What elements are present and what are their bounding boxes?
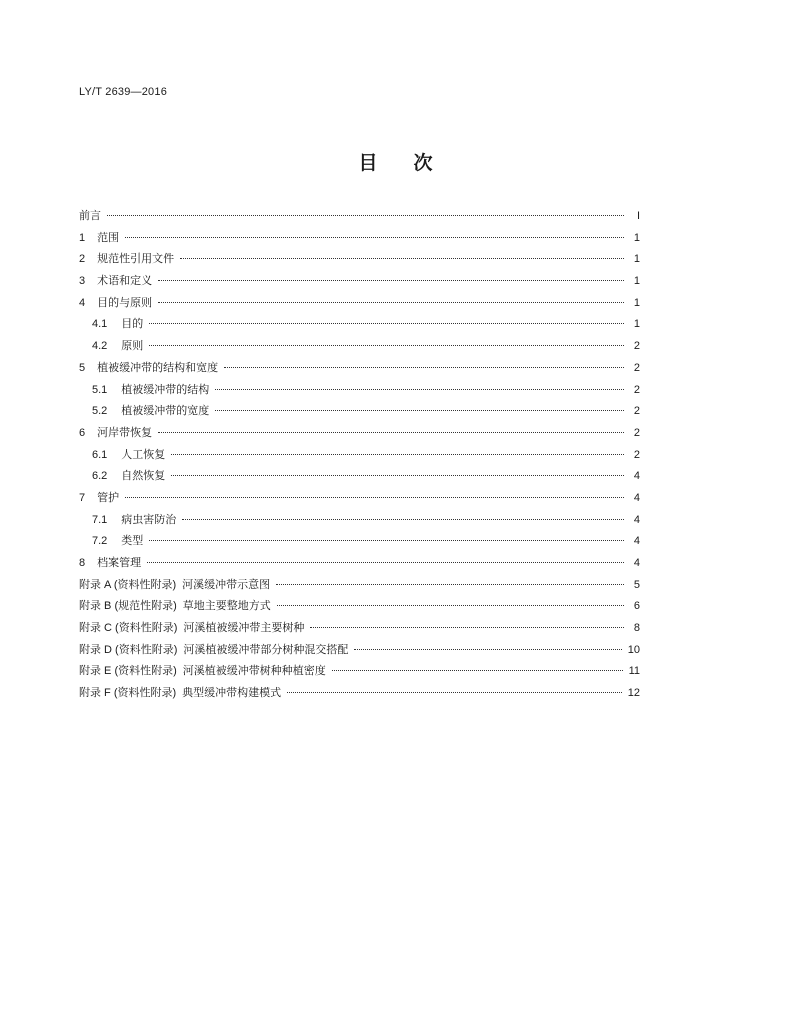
toc-entry[interactable]	[79, 357, 640, 379]
toc-entry-page-number: 12	[627, 687, 640, 700]
toc-entry-page-number: 4	[633, 491, 640, 504]
toc-entry-title: 目的	[121, 317, 144, 331]
toc-entry[interactable]	[79, 227, 640, 249]
toc-entry-page-number: 10	[627, 643, 640, 656]
toc-entry[interactable]	[79, 574, 640, 596]
toc-entry-title: 类型	[121, 534, 144, 548]
dot-leader	[171, 453, 624, 455]
toc-entry[interactable]	[79, 509, 640, 531]
toc-entry-title: 河岸带恢复	[97, 425, 153, 439]
dot-leader	[276, 583, 624, 585]
toc-entry[interactable]	[79, 682, 640, 704]
dot-leader	[224, 366, 624, 368]
toc-entry-number: 附录 B (规范性附录)	[79, 600, 177, 613]
toc-entry-title: 规范性引用文件	[97, 252, 175, 266]
toc-entry-number: 附录 C (资料性附录)	[79, 622, 178, 635]
toc-entry[interactable]	[79, 639, 640, 661]
toc-entry-page-number: 1	[633, 296, 640, 309]
toc-entry-number: 7	[79, 491, 86, 504]
dot-leader	[149, 539, 624, 541]
dot-leader	[332, 669, 623, 671]
toc-entry[interactable]	[79, 444, 640, 466]
toc-entry-number: 4.2	[92, 340, 108, 353]
toc-entry-title: 前言	[79, 209, 101, 222]
toc-entry-title: 范围	[97, 230, 120, 244]
toc-entry[interactable]	[79, 487, 640, 509]
toc-entry[interactable]	[79, 595, 640, 617]
toc-entry-number: 3	[79, 275, 86, 288]
toc-entry-number: 附录 F (资料性附录)	[79, 687, 177, 700]
toc-entry-number: 6.1	[92, 448, 108, 461]
toc-entry-number: 4	[79, 296, 86, 309]
dot-leader	[180, 257, 624, 259]
toc-entry-number: 6	[79, 426, 86, 439]
toc-entry-title: 草地主要整地方式	[182, 599, 271, 613]
toc-entry[interactable]	[79, 248, 640, 270]
toc-entry-title: 管护	[97, 490, 120, 504]
dot-leader	[215, 388, 624, 390]
toc-entry-page-number: 4	[633, 513, 640, 526]
toc-entry-page-number: 2	[633, 383, 640, 396]
dot-leader	[107, 214, 624, 216]
dot-leader	[182, 518, 624, 520]
toc-entry-page-number: 1	[633, 231, 640, 244]
toc-entry-number: 5.1	[92, 383, 108, 396]
toc-entry-title: 原则	[121, 339, 144, 353]
toc-entry-title: 自然恢复	[121, 469, 166, 483]
toc-entry-number: 5.2	[92, 405, 108, 418]
toc-entry-number: 6.2	[92, 470, 108, 483]
toc-entry-title: 目的与原则	[97, 295, 153, 309]
toc-entry[interactable]	[79, 422, 640, 444]
toc-entry-page-number: 5	[633, 578, 640, 591]
dot-leader	[354, 648, 621, 650]
toc-entry-title: 病虫害防治	[121, 512, 177, 526]
toc-entry-page-number: 2	[633, 405, 640, 418]
dot-leader	[147, 561, 624, 563]
toc-entry-title: 河溪植被缓冲带主要树种	[183, 621, 305, 635]
toc-entry-page-number: 2	[633, 448, 640, 461]
toc-entry-number: 4.1	[92, 318, 108, 331]
dot-leader	[171, 474, 624, 476]
toc-entry[interactable]	[79, 205, 640, 227]
toc-entry-title: 术语和定义	[97, 274, 153, 288]
toc-entry-page-number: 4	[633, 470, 640, 483]
dot-leader	[149, 344, 624, 346]
dot-leader	[125, 236, 624, 238]
toc-entry-title: 档案管理	[97, 556, 142, 569]
toc-entry-title: 河溪植被缓冲带部分树种混交搭配	[183, 642, 349, 656]
toc-entry[interactable]	[79, 465, 640, 487]
toc-entry-title: 河溪植被缓冲带树种种植密度	[182, 664, 326, 678]
dot-leader	[125, 496, 624, 498]
toc-entry-number: 8	[79, 557, 86, 569]
dot-leader	[158, 431, 624, 433]
toc-entry-page-number: 6	[633, 600, 640, 613]
toc-entry[interactable]	[79, 379, 640, 401]
toc-entry-title: 植被缓冲带的宽度	[121, 404, 210, 418]
toc-entry[interactable]	[79, 552, 640, 574]
toc-entry[interactable]	[79, 270, 640, 292]
toc-entry-title: 植被缓冲带的结构和宽度	[97, 360, 219, 374]
toc-entry-page-number: 2	[633, 361, 640, 374]
toc-entry[interactable]	[79, 313, 640, 335]
standard-code: LY/T 2639—2016	[79, 86, 168, 98]
toc-entry-number: 1	[79, 231, 86, 244]
toc-entry[interactable]	[79, 292, 640, 314]
page-title: 目次	[358, 152, 469, 174]
toc-entry-title: 人工恢复	[121, 447, 166, 461]
toc-entry-number: 7.2	[92, 535, 108, 548]
toc-entry-title: 河溪缓冲带示意图	[182, 577, 271, 591]
toc-entry-page-number: 8	[633, 622, 640, 635]
toc-entry-number: 5	[79, 361, 86, 374]
dot-leader	[149, 322, 624, 324]
toc-entry-page-number: 11	[628, 665, 640, 678]
toc-entry[interactable]	[79, 660, 640, 682]
table-of-contents	[79, 205, 640, 704]
toc-entry-number: 附录 D (资料性附录)	[79, 643, 178, 656]
toc-entry[interactable]	[79, 617, 640, 639]
toc-entry-page-number: 2	[633, 426, 640, 439]
toc-entry-number: 附录 A (资料性附录)	[79, 578, 177, 591]
dot-leader	[277, 604, 624, 606]
dot-leader	[158, 301, 624, 303]
toc-entry-title: 植被缓冲带的结构	[121, 382, 210, 396]
toc-entry[interactable]	[79, 400, 640, 422]
toc-entry-page-number: I	[636, 210, 640, 222]
toc-entry[interactable]	[79, 335, 640, 357]
toc-entry-page-number: 4	[633, 557, 640, 569]
dot-leader	[158, 279, 624, 281]
dot-leader	[215, 409, 624, 411]
toc-entry[interactable]	[79, 530, 640, 552]
toc-entry-page-number: 1	[633, 318, 640, 331]
toc-entry-number: 附录 E (资料性附录)	[79, 665, 177, 678]
toc-entry-number: 2	[79, 253, 86, 266]
dot-leader	[310, 626, 624, 628]
toc-entry-title: 典型缓冲带构建模式	[182, 686, 282, 700]
toc-entry-page-number: 4	[633, 535, 640, 548]
toc-entry-number: 7.1	[92, 513, 108, 526]
toc-entry-page-number: 1	[633, 253, 640, 266]
toc-entry-page-number: 2	[633, 340, 640, 353]
toc-entry-page-number: 1	[633, 275, 640, 288]
dot-leader	[287, 691, 622, 693]
